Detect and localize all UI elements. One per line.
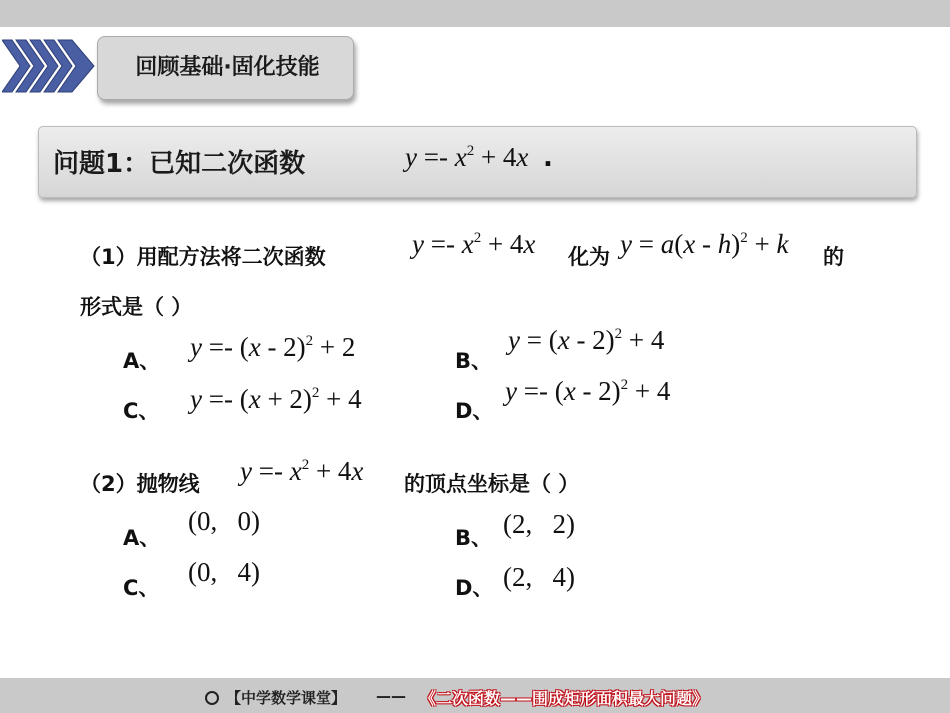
part1-suffix: 的 — [823, 245, 844, 269]
part2-option-a[interactable]: (0, 0) — [188, 506, 260, 536]
part2-option-b[interactable]: (2, 2) — [503, 509, 575, 539]
part1-formula-vertex-form: y = a(x - h)$^2$ + k — [620, 229, 789, 259]
part2-formula: $y =- x^2 + 4x$ — [240, 456, 364, 486]
part1-option-a[interactable]: y =- (x - 2)$^2$ + 2 — [190, 332, 356, 362]
part2-option-b-label[interactable]: B、 — [455, 526, 493, 550]
part1-prefix: （1）用配方法将二次函数 — [80, 245, 326, 269]
part1-option-d[interactable]: y =- (x - 2)$^2$ + 4 — [505, 376, 671, 406]
part1-option-b[interactable]: y = (x - 2)$^2$ + 4 — [508, 325, 665, 355]
footer-brand: 【中学数学课堂】 — [226, 689, 347, 707]
part1-option-c-label[interactable]: C、 — [123, 399, 160, 423]
part2-suffix: 的顶点坐标是（ ） — [404, 472, 580, 496]
question-formula: $y =- x^2 + 4x$ — [405, 142, 529, 172]
part2-prefix: （2）抛物线 — [80, 472, 200, 496]
footer-course-title: 《二次函数——围成矩形面积最大问题》 — [420, 689, 709, 708]
top-bar — [0, 0, 950, 27]
chevron-arrows-icon — [2, 38, 97, 94]
footer-dash: —— — [376, 687, 406, 705]
part1-option-d-label[interactable]: D、 — [455, 399, 494, 423]
part1-option-c[interactable]: $y =- (x + 2)^2 + 4$ — [190, 384, 362, 414]
part2-option-c-label[interactable]: C、 — [123, 576, 160, 600]
question-period: . — [543, 143, 553, 173]
part2-option-a-label[interactable]: A、 — [123, 526, 161, 550]
part1-option-b-label[interactable]: B、 — [455, 349, 493, 373]
question-heading: 问题1：已知二次函数 — [53, 149, 306, 179]
part1-formula-given: $y =- x^2 + 4x$ — [412, 229, 536, 259]
circle-icon — [205, 691, 219, 705]
part1-mid: 化为 — [568, 245, 610, 269]
part2-option-d-label[interactable]: D、 — [455, 576, 494, 600]
part1-line2: 形式是（ ） — [80, 295, 193, 319]
footer-bar — [0, 678, 950, 713]
part2-option-d[interactable]: (2, 4) — [503, 562, 575, 592]
part1-option-a-label[interactable]: A、 — [123, 349, 161, 373]
section-title: 回顾基础·固化技能 — [135, 55, 320, 80]
part2-option-c[interactable]: (0, 4) — [188, 557, 260, 587]
